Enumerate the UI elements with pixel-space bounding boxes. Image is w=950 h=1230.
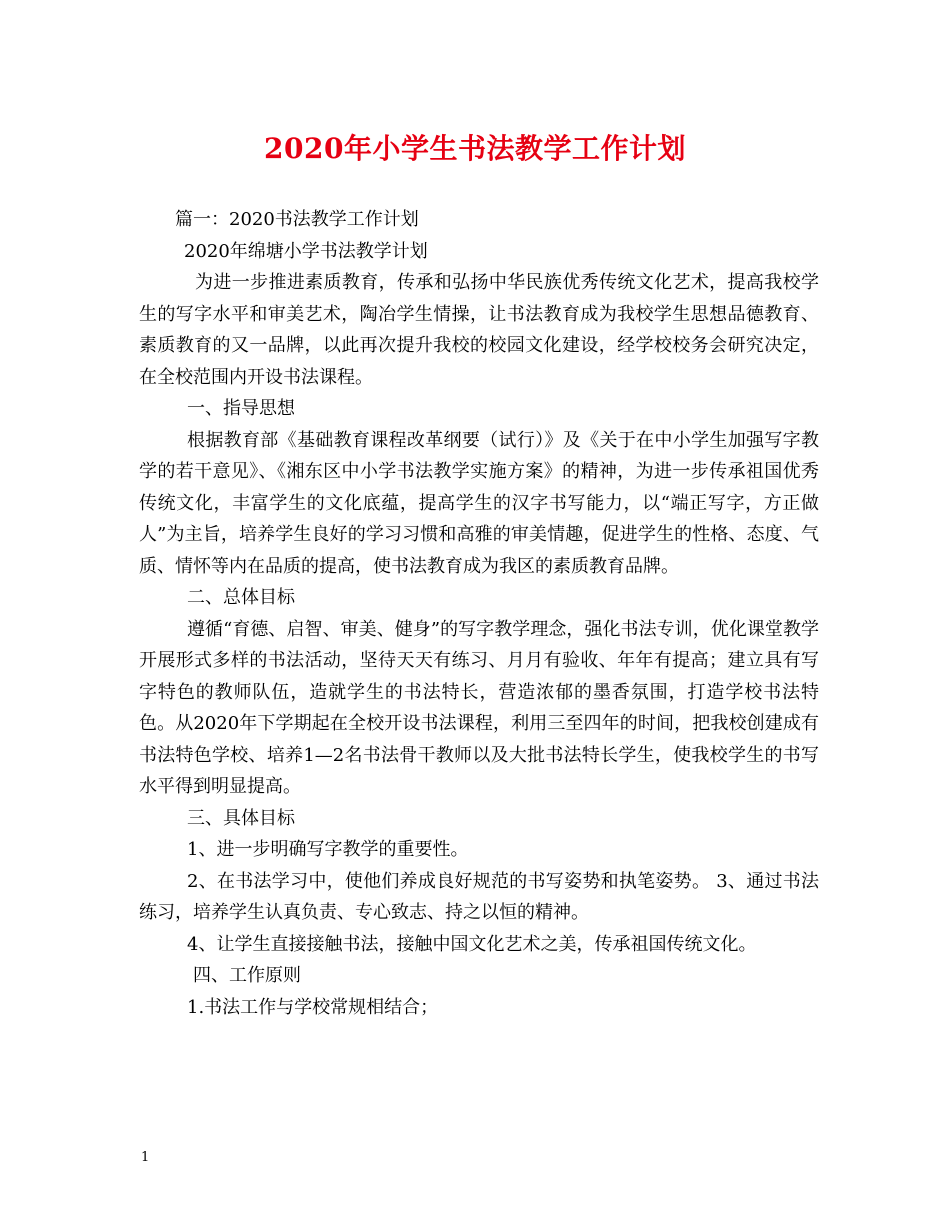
goal-item-4: 4、让学生直接接触书法，接触中国文化艺术之美，传承祖国传统文化。 <box>187 933 757 955</box>
chapter-heading: 篇一：2020书法教学工作计划 <box>175 209 419 230</box>
section-heading-specific-goals: 三、具体目标 <box>187 807 295 829</box>
goal-item-2-3: 2、在书法学习中，使他们养成良好规范的书写姿势和执笔姿势。 3、通过书法练习，培养学生认真负责、专心致志、持之以恒的精神。 <box>139 870 819 923</box>
section-heading-work-principles: 四、工作原则 <box>193 965 301 986</box>
section-heading-guiding-ideology: 一、指导思想 <box>187 398 295 419</box>
page-number: 1 <box>141 1150 150 1165</box>
document-title: 2020年小学生书法教学工作计划 <box>264 132 686 165</box>
section-paragraph-overall-goals: 遵循“育德、启智、审美、健身”的写字教学理念，强化书法专训，优化课堂教学开展形式多样的书法活动，坚待天天有练习、月月有验收、年年有提高；建立具有写字特色的教师队伍，造就学生的书法特长，营造浓郁的墨香氛围，打造学校书法特色。从2020年下学期起在全校开设书法课程，利用三至四年的时间，把我校创建成有书法特色学校、培养1—2名书法骨干教师以及大批书法特长学生，使我校学生的书写水平得到明显提高。 <box>139 618 819 797</box>
section-paragraph-guiding-ideology: 根据教育部《基础教育课程改革纲要（试行）》及《关于在中小学生加强写字教学的若干意见》、《湘东区中小学书法教学实施方案》的精神，为进一步传承祖国优秀传统文化，丰富学生的文化底蕴，提高学生的汉字书写能力，以“端正写字，方正做人”为主旨，培养学生良好的学习习惯和高雅的审美情趣，促进学生的性格、态度、气质、情怀等内在品质的提高，使书法教育成为我区的素质教育品牌。 <box>139 429 819 577</box>
intro-paragraph: 为进一步推进素质教育，传承和弘扬中华民族优秀传统文化艺术，提高我校学生的写字水平和审美艺术，陶冶学生情操，让书法教育成为我校学生思想品德教育、素质教育的又一品牌，以此再次提升我校的校园文化建设，经学校校务会研究决定，在全校范围内开设书法课程。 <box>139 272 819 388</box>
plan-subtitle: 2020年绵塘小学书法教学计划 <box>184 240 428 262</box>
principle-item-1: 1.书法工作与学校常规相结合； <box>187 996 439 1018</box>
section-heading-overall-goals: 二、总体目标 <box>187 587 295 608</box>
document-body <box>139 204 819 1023</box>
goal-item-1: 1、进一步明确写字教学的重要性。 <box>187 839 469 860</box>
